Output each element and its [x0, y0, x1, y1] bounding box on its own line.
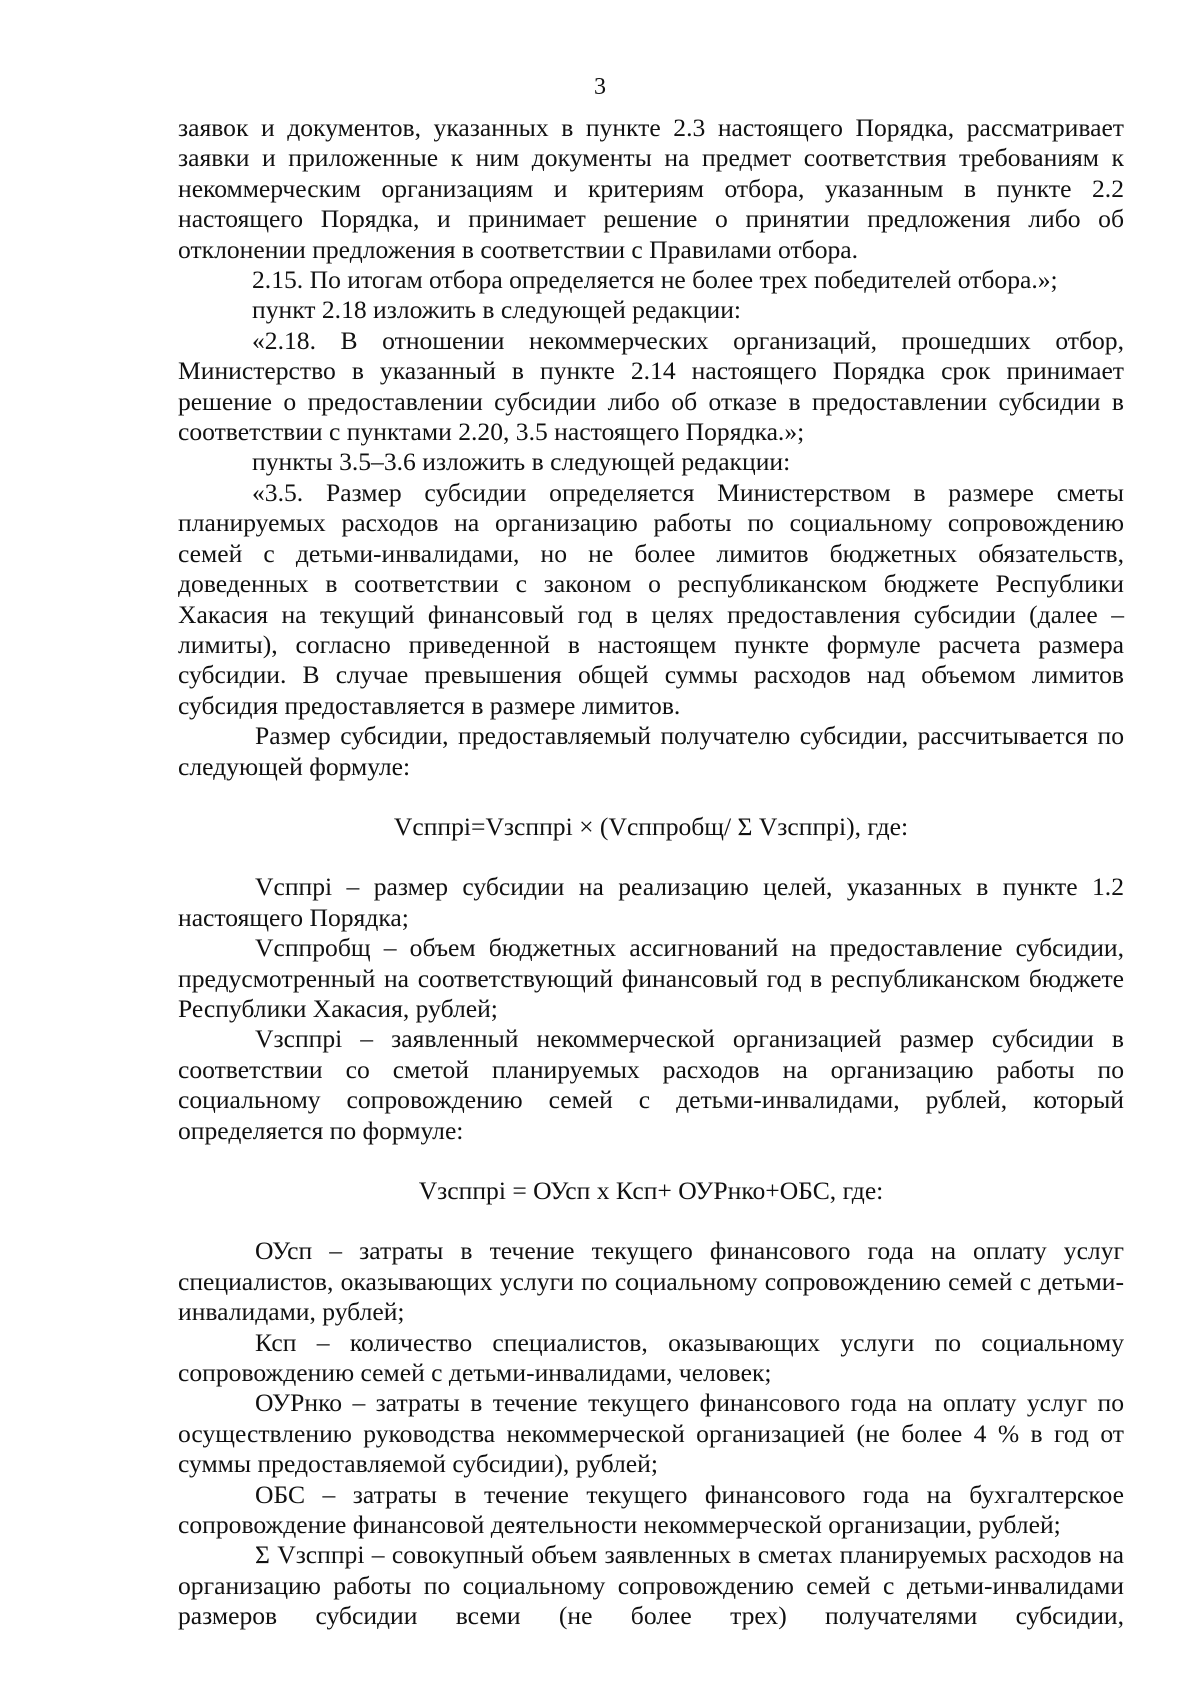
definition-ousp: ОУсп – затраты в течение текущего финансового года на оплату услуг специалистов, оказывающих услуги по социальному сопровождению семей с детьми-инвалидами, рублей; [178, 1236, 1124, 1327]
definition-obs: ОБС – затраты в течение текущего финансового года на бухгалтерское сопровождение финансовой деятельности некоммерческой организации, рублей; [178, 1479, 1124, 1540]
formula-subsidy: Vсппрi=Vзсппрi × (Vсппробщ/ Σ Vзсппрi), где: [393, 811, 909, 841]
paragraph-amend-3-5: пункты 3.5–3.6 изложить в следующей редакции: [252, 447, 791, 477]
page-number: 3 [594, 74, 606, 100]
definition-vspprobsch: Vсппробщ – объем бюджетных ассигнований на предоставление субсидии, предусмотренный на соответствующий финансовый год в республиканском бюджете Республики Хакасия, рублей; [178, 933, 1124, 1023]
paragraph-3-5: «3.5. Размер субсидии определяется Министерством в размере сметы планируемых расходов на организацию работы по социальному сопровождению семей с детьми-инвалидами, но не более лимитов бюджетных обязательств, доведенных в соответствии с законом о республиканском бюджете Республики Хакасия на текущий финансовый год в целях предоставления субсидии (далее – лимиты), согласно приведенной в настоящем пункте формуле расчета размера субсидии. В случае превышения общей суммы расходов над объемом лимитов субсидия предоставляется в размере лимитов. [178, 477, 1124, 720]
definition-vsppri: Vсппрi – размер субсидии на реализацию целей, указанных в пункте 1.2 настоящего Порядка; [178, 872, 1124, 932]
definition-vzsppri: Vзсппрi – заявленный некоммерческой организацией размер субсидии в соответствии со сметой планируемых расходов на организацию работы по социальному сопровождению семей с детьми-инвалидами, рублей, который определяется по формуле: [178, 1024, 1124, 1145]
definition-ournko: ОУРнко – затраты в течение текущего финансового года на оплату услуг по осуществлению руководства некоммерческой организацией (не более 4 % в год от суммы предоставляемой субсидии), рублей; [178, 1388, 1124, 1479]
paragraph-formula-intro: Размер субсидии, предоставляемый получателю субсидии, рассчитывается по следующей формуле: [178, 721, 1124, 781]
paragraph-amend-2-18: пункт 2.18 изложить в следующей редакции: [252, 295, 742, 325]
definition-ksp: Ксп – количество специалистов, оказывающих услуги по социальному сопровождению семей с детьми-инвалидами, человек; [178, 1327, 1124, 1388]
paragraph-continuation: заявок и документов, указанных в пункте 2.3 настоящего Порядка, рассматривает заявки и приложенные к ним документы на предмет соответствия требованиям к некоммерческим организациям и критериям отбора, указанным в пункте 2.2 настоящего Порядка, и принимает решение о принятии предложения либо об отклонении предложения в соответствии с Правилами отбора. [178, 113, 1124, 264]
definition-sum-vzsppri: Σ Vзсппрi – совокупный объем заявленных в сметах планируемых расходов на организацию работы по социальному сопровождению семей с детьми-инвалидами размеров субсидии всеми (не более трех) получателями субсидии, [178, 1540, 1124, 1631]
paragraph-2-15: 2.15. По итогам отбора определяется не более трех победителей отбора.»; [252, 265, 1058, 295]
document-body [178, 113, 1124, 1632]
formula-declared-subsidy: Vзсппрi = ОУсп х Ксп+ ОУРнко+ОБС, где: [418, 1176, 884, 1205]
paragraph-2-18: «2.18. В отношении некоммерческих организаций, прошедших отбор, Министерство в указанный в пункте 2.14 настоящего Порядка срок принимает решение о предоставлении субсидии либо об отказе в предоставлении субсидии в соответствии с пунктами 2.20, 3.5 настоящего Порядка.»; [178, 325, 1124, 447]
